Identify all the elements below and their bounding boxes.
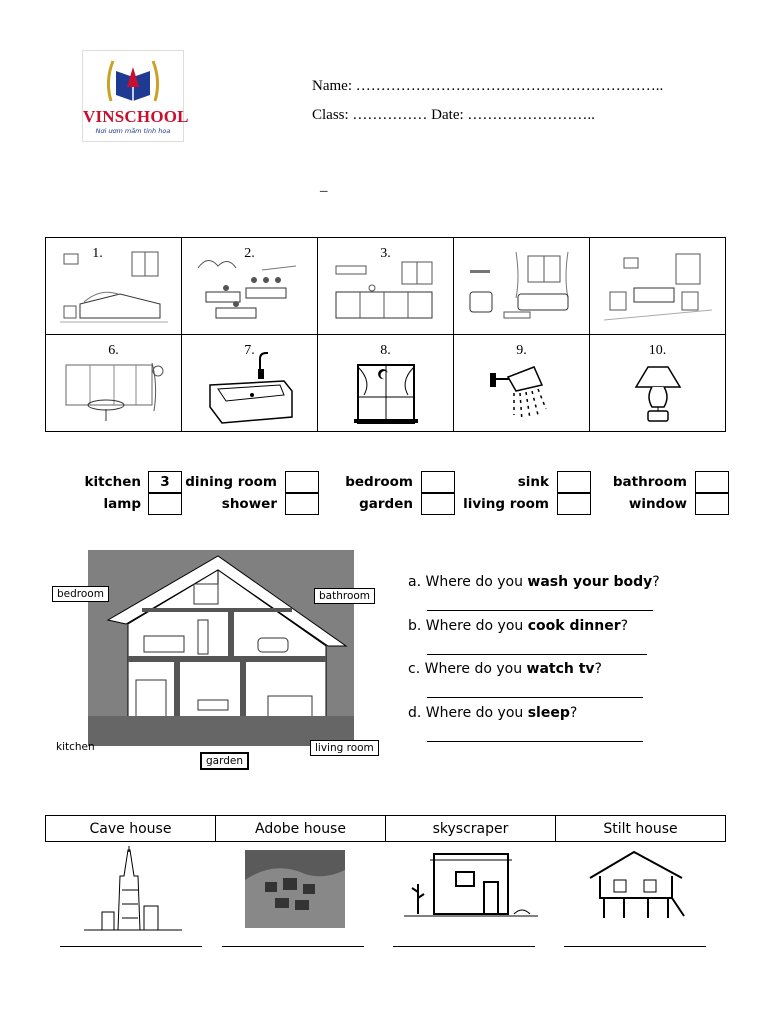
logo-name: VINSCHOOL	[83, 107, 189, 126]
label-bedroom: bedroom	[52, 586, 109, 602]
living-room-sketch	[468, 248, 576, 328]
house-answer-line-2[interactable]	[222, 946, 364, 947]
question-a: a. Where do you wash your body?	[408, 574, 660, 590]
label-garden: garden	[200, 752, 249, 770]
logo-tagline: Nơi ươm mầm tinh hoa	[95, 127, 171, 135]
name-field[interactable]: Name: ……………………………………………………..	[312, 78, 664, 94]
picture-grid	[45, 237, 726, 432]
pic-cell-1	[46, 238, 182, 335]
answer-box[interactable]: 3	[148, 471, 182, 493]
pic-number: 1.	[92, 246, 103, 261]
book-crest-icon	[83, 51, 183, 107]
pic-number: 8.	[380, 343, 391, 358]
house-answer-line-3[interactable]	[393, 946, 535, 947]
pic-number: 6.	[108, 343, 119, 358]
title-placeholder: _	[320, 178, 328, 194]
answer-box[interactable]	[557, 471, 591, 493]
word-label: bathroom	[612, 474, 687, 490]
house-diagram	[56, 550, 374, 767]
label-living-room: living room	[310, 740, 379, 756]
answer-box[interactable]	[421, 493, 455, 515]
word-label: dining room	[185, 474, 277, 490]
word-label: lamp	[103, 496, 141, 512]
house-types-table	[45, 815, 726, 842]
word-label: sink	[517, 474, 549, 490]
house-answer-line-4[interactable]	[564, 946, 706, 947]
answer-box[interactable]	[695, 471, 729, 493]
answer-box[interactable]	[285, 471, 319, 493]
pic-number: 2.	[244, 246, 255, 261]
school-logo	[82, 50, 189, 142]
answer-line-b[interactable]	[427, 654, 647, 655]
pic-cell-7	[182, 335, 318, 432]
pic-cell-4	[454, 238, 590, 335]
house-type-label: Stilt house	[556, 816, 726, 842]
cave-house-image	[245, 850, 345, 928]
pic-number: 10.	[648, 343, 667, 358]
stilt-house-image	[584, 848, 688, 920]
word-label: window	[628, 496, 687, 512]
house-type-label: skyscraper	[386, 816, 556, 842]
dining-room-sketch	[604, 248, 712, 328]
answer-line-c[interactable]	[427, 697, 643, 698]
pic-cell-2	[182, 238, 318, 335]
house-type-label: Cave house	[46, 816, 216, 842]
answer-box[interactable]	[421, 471, 455, 493]
house-answer-line-1[interactable]	[60, 946, 202, 947]
word-label: bedroom	[345, 474, 413, 490]
skyscraper-image	[84, 846, 182, 932]
word-label: garden	[359, 496, 413, 512]
pic-number: 3.	[380, 246, 391, 261]
adobe-house-image	[404, 848, 538, 920]
pic-cell-10	[590, 335, 726, 432]
word-label: kitchen	[84, 474, 141, 490]
pic-cell-9	[454, 335, 590, 432]
pic-cell-6	[46, 335, 182, 432]
answer-box[interactable]	[695, 493, 729, 515]
pic-cell-3	[318, 238, 454, 335]
house-cross-section	[88, 550, 354, 746]
question-b: b. Where do you cook dinner?	[408, 618, 629, 634]
answer-box[interactable]	[285, 493, 319, 515]
pic-number: 9.	[516, 343, 527, 358]
label-kitchen: kitchen	[56, 741, 95, 753]
answer-line-d[interactable]	[427, 741, 643, 742]
pic-number: 7.	[244, 343, 255, 358]
word-label: living room	[463, 496, 549, 512]
pic-cell-5	[590, 238, 726, 335]
class-date-field[interactable]: Class: …………… Date: ……………………..	[312, 107, 595, 123]
house-type-label: Adobe house	[216, 816, 386, 842]
pic-cell-8	[318, 335, 454, 432]
question-d: d. Where do you sleep?	[408, 705, 578, 721]
label-bathroom: bathroom	[314, 588, 375, 604]
question-c: c. Where do you watch tv?	[408, 661, 602, 677]
answer-box[interactable]	[148, 493, 182, 515]
answer-line-a[interactable]	[427, 610, 653, 611]
answer-box[interactable]	[557, 493, 591, 515]
word-label: shower	[221, 496, 277, 512]
